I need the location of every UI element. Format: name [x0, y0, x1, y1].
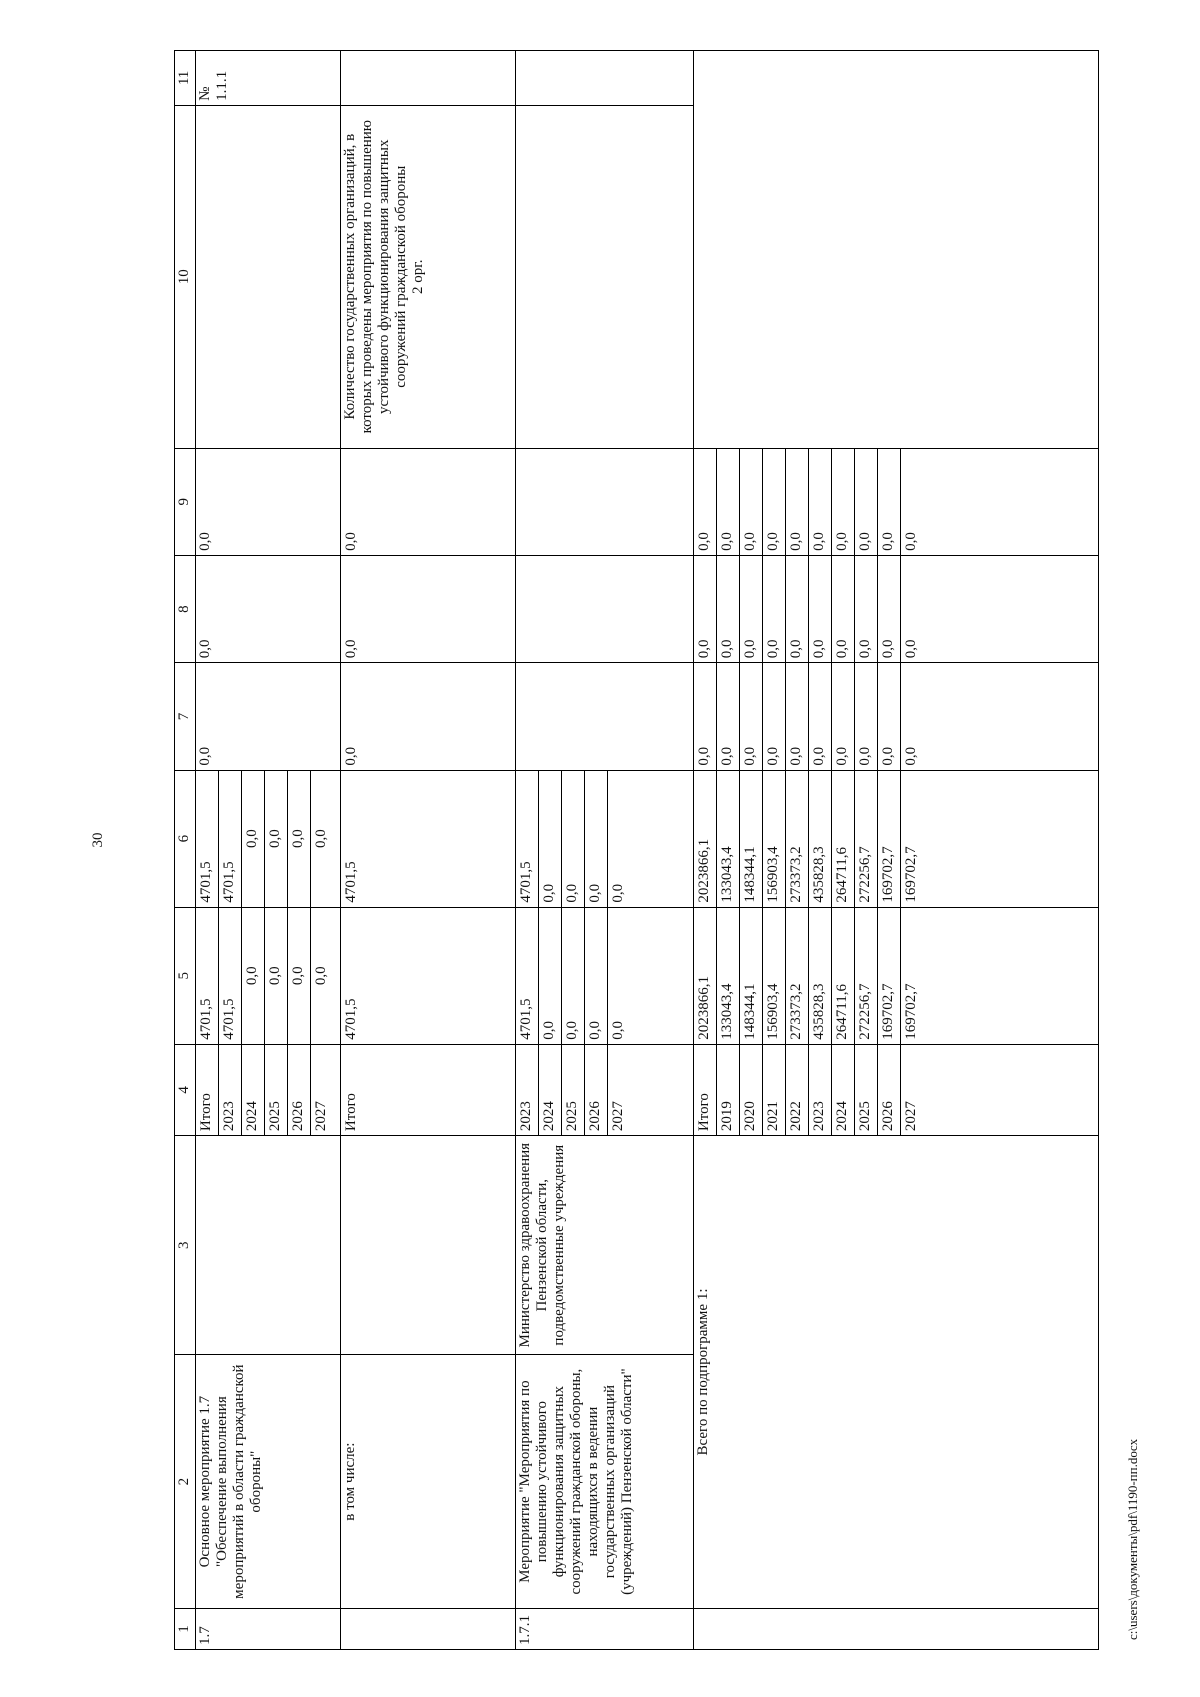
- including-col5: 4701,5: [341, 907, 516, 1044]
- year-cell: 2023: [516, 1045, 539, 1135]
- year-cell: 2026: [878, 1045, 901, 1135]
- including-col6: 4701,5: [341, 770, 516, 907]
- value-cell: 156903,4: [763, 771, 786, 907]
- value-cell: 0,0: [288, 771, 311, 907]
- value-cell: 0,0: [539, 771, 562, 907]
- value-cell: 0,0: [903, 532, 919, 551]
- value-cell: 0,0: [694, 556, 717, 662]
- value-cell: 435828,3: [809, 771, 832, 907]
- value-cell: 0,0: [610, 883, 626, 903]
- program-table-sheet: [174, 50, 1099, 1650]
- year-cell: Итого: [694, 1045, 717, 1135]
- year-cell: 2027: [903, 1101, 919, 1132]
- item-1-7-1-col5: [516, 907, 694, 1044]
- total-number: [694, 1608, 1099, 1649]
- total-col6: [694, 770, 1099, 907]
- year-cell: 2022: [786, 1045, 809, 1135]
- header-col-1: 1: [175, 1608, 196, 1649]
- value-cell: 0,0: [265, 908, 288, 1044]
- year-cell: 2026: [288, 1045, 311, 1135]
- value-cell: 156903,4: [763, 908, 786, 1044]
- item-1-7-name: Основное мероприятие 1.7 "Обеспечение выполнения мероприятий в области гражданской обороны": [196, 1355, 341, 1609]
- value-cell: 0,0: [809, 663, 832, 769]
- value-cell: 2023866,1: [694, 908, 717, 1044]
- year-cell: 2027: [313, 1101, 329, 1132]
- including-link: [341, 51, 516, 106]
- value-cell: 0,0: [763, 663, 786, 769]
- value-cell: 169702,7: [878, 908, 901, 1044]
- item-1-7-col8: 0,0: [196, 555, 341, 662]
- value-cell: 0,0: [740, 449, 763, 555]
- total-col8: [694, 555, 1099, 662]
- header-col-6: 6: [175, 770, 196, 907]
- header-col-2: 2: [175, 1355, 196, 1609]
- year-cell: 2024: [832, 1045, 855, 1135]
- header-col-5: 5: [175, 907, 196, 1044]
- value-cell: 4701,5: [516, 908, 539, 1044]
- year-cell: 2020: [740, 1045, 763, 1135]
- value-cell: 169702,7: [903, 983, 919, 1040]
- value-cell: 0,0: [763, 556, 786, 662]
- value-cell: 264711,6: [832, 771, 855, 907]
- including-label: в том числе:: [341, 1355, 516, 1609]
- total-label: Всего по подпрограмме 1:: [694, 1136, 1099, 1609]
- year-cell: 2025: [562, 1045, 585, 1135]
- value-cell: 0,0: [313, 966, 329, 986]
- row-including: [341, 51, 516, 1650]
- value-cell: 435828,3: [809, 908, 832, 1044]
- value-cell: 0,0: [855, 556, 878, 662]
- item-1-7-1-col6: [516, 770, 694, 907]
- value-cell: 2023866,1: [694, 771, 717, 907]
- item-1-7-1-col7: [516, 663, 694, 770]
- item-1-7-col5: [196, 907, 341, 1044]
- total-blank: [694, 51, 1099, 449]
- header-col-9: 9: [175, 448, 196, 555]
- including-col9: 0,0: [341, 448, 516, 555]
- value-cell: 169702,7: [903, 846, 919, 903]
- total-col7: [694, 663, 1099, 770]
- value-cell: 0,0: [242, 908, 265, 1044]
- year-cell: 2027: [610, 1101, 626, 1132]
- item-1-7-1-col8: [516, 555, 694, 662]
- year-cell: 2025: [265, 1045, 288, 1135]
- item-1-7-col9: 0,0: [196, 448, 341, 555]
- value-cell: 133043,4: [717, 908, 740, 1044]
- year-cell: 2025: [855, 1045, 878, 1135]
- value-cell: 0,0: [265, 771, 288, 907]
- value-cell: 0,0: [832, 556, 855, 662]
- value-cell: 4701,5: [516, 771, 539, 907]
- value-cell: 0,0: [740, 556, 763, 662]
- value-cell: 4701,5: [219, 908, 242, 1044]
- value-cell: 4701,5: [196, 771, 219, 907]
- row-item-1-7: [196, 51, 341, 1650]
- header-col-7: 7: [175, 663, 196, 770]
- item-1-7-link: № 1.1.1: [196, 51, 341, 106]
- value-cell: 0,0: [903, 746, 919, 766]
- year-cell: 2023: [219, 1045, 242, 1135]
- value-cell: 169702,7: [878, 771, 901, 907]
- header-col-8: 8: [175, 555, 196, 662]
- value-cell: 0,0: [585, 771, 608, 907]
- item-1-7-1-executor: Министерство здравоохранения Пензенской области, подведомственные учреждения: [516, 1136, 694, 1355]
- page-number: 30: [90, 832, 106, 848]
- total-col5: [694, 907, 1099, 1044]
- value-cell: 273373,2: [786, 908, 809, 1044]
- header-col-11: 11: [175, 51, 196, 106]
- value-cell: 0,0: [288, 908, 311, 1044]
- value-cell: 4701,5: [219, 771, 242, 907]
- value-cell: 0,0: [903, 639, 919, 659]
- row-total: [694, 51, 1099, 1650]
- value-cell: 0,0: [717, 556, 740, 662]
- including-executor: [341, 1136, 516, 1355]
- indicator-value: 2 орг.: [410, 259, 426, 294]
- header-col-10: 10: [175, 105, 196, 448]
- item-1-7-1-col9: [516, 448, 694, 555]
- value-cell: 0,0: [717, 663, 740, 769]
- value-cell: 273373,2: [786, 771, 809, 907]
- value-cell: 0,0: [809, 556, 832, 662]
- footer-file-path: c:\users\документы\pdf\1190-пп.docx: [1125, 1438, 1140, 1640]
- item-1-7-1-link: [516, 51, 694, 106]
- value-cell: 0,0: [763, 449, 786, 555]
- value-cell: 0,0: [878, 449, 901, 555]
- item-1-7-col6: [196, 770, 341, 907]
- value-cell: 264711,6: [832, 908, 855, 1044]
- value-cell: 272256,7: [855, 908, 878, 1044]
- including-col7: 0,0: [341, 663, 516, 770]
- including-col8: 0,0: [341, 555, 516, 662]
- value-cell: 0,0: [786, 663, 809, 769]
- year-cell: 2026: [585, 1045, 608, 1135]
- year-cell: 2024: [242, 1045, 265, 1135]
- indicator-cell: [341, 105, 516, 448]
- value-cell: 0,0: [585, 908, 608, 1044]
- value-cell: 0,0: [809, 449, 832, 555]
- value-cell: 0,0: [786, 556, 809, 662]
- year-cell: 2021: [763, 1045, 786, 1135]
- value-cell: 0,0: [694, 663, 717, 769]
- value-cell: 148344,1: [740, 908, 763, 1044]
- header-col-4: 4: [175, 1044, 196, 1135]
- item-1-7-years: [196, 1044, 341, 1135]
- year-cell: 2019: [717, 1045, 740, 1135]
- value-cell: 0,0: [539, 908, 562, 1044]
- value-cell: 0,0: [878, 663, 901, 769]
- value-cell: 0,0: [878, 556, 901, 662]
- value-cell: 0,0: [610, 1020, 626, 1040]
- year-cell: Итого: [196, 1045, 219, 1135]
- indicator-name: Количество государственных организаций, в которых проведены мероприятия по повышению устойчивого функционирования защитных сооружений гражданской обороны: [342, 120, 409, 434]
- total-years: [694, 1044, 1099, 1135]
- total-col9: [694, 448, 1099, 555]
- value-cell: 0,0: [832, 663, 855, 769]
- value-cell: 148344,1: [740, 771, 763, 907]
- item-1-7-indicator: [196, 105, 341, 448]
- header-col-3: 3: [175, 1136, 196, 1355]
- item-1-7-executor: [196, 1136, 341, 1355]
- value-cell: 0,0: [786, 449, 809, 555]
- value-cell: 0,0: [313, 829, 329, 849]
- value-cell: 133043,4: [717, 771, 740, 907]
- value-cell: 0,0: [832, 449, 855, 555]
- value-cell: 0,0: [562, 771, 585, 907]
- value-cell: 0,0: [717, 449, 740, 555]
- item-1-7-number: 1.7: [196, 1608, 341, 1649]
- row-item-1-7-1: [516, 51, 694, 1650]
- including-year: Итого: [341, 1044, 516, 1135]
- including-number: [341, 1608, 516, 1649]
- item-1-7-col7: 0,0: [196, 663, 341, 770]
- item-1-7-1-name: Мероприятие "Мероприятия по повышению устойчивого функционирования защитных сооружений гражданской обороны, находящихся в ведении государственных организаций (учреждений) Пензенской области": [516, 1355, 694, 1609]
- value-cell: 0,0: [562, 908, 585, 1044]
- year-cell: 2023: [809, 1045, 832, 1135]
- value-cell: 0,0: [694, 449, 717, 555]
- header-row: [175, 51, 196, 1650]
- value-cell: 0,0: [242, 771, 265, 907]
- item-1-7-1-indicator: [516, 105, 694, 448]
- value-cell: 0,0: [855, 449, 878, 555]
- value-cell: 272256,7: [855, 771, 878, 907]
- year-cell: 2024: [539, 1045, 562, 1135]
- value-cell: 4701,5: [196, 908, 219, 1044]
- item-1-7-1-years: [516, 1044, 694, 1135]
- item-1-7-1-number: 1.7.1: [516, 1608, 694, 1649]
- program-table: [174, 50, 1099, 1650]
- value-cell: 0,0: [855, 663, 878, 769]
- value-cell: 0,0: [740, 663, 763, 769]
